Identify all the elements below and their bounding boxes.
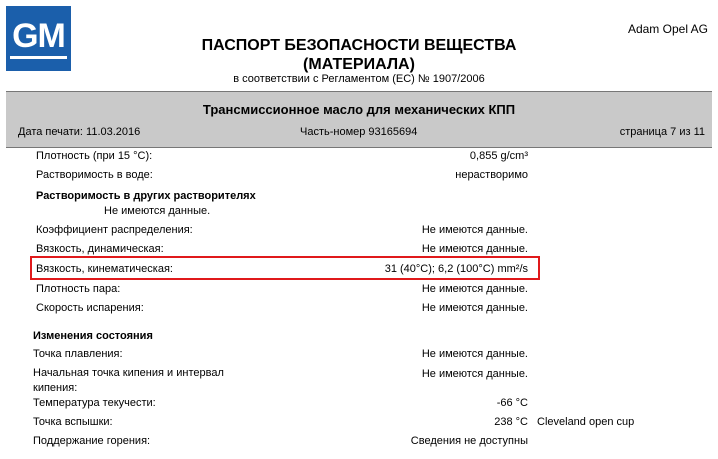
product-name: Трансмиссионное масло для механических КПП [202, 102, 516, 117]
vapour-density-label: Плотность пара: [36, 283, 121, 295]
boiling-point-value: Не имеются данные. [421, 368, 528, 380]
dyn-viscosity-label: Вязкость, динамическая: [36, 243, 164, 255]
flash-point-value: 238 °C [494, 416, 528, 428]
highlight-box [30, 256, 540, 280]
page-number: страница 7 из 11 [619, 126, 705, 138]
print-date: Дата печати: 11.03.2016 [18, 126, 141, 138]
dyn-viscosity-value: Не имеются данные. [421, 243, 528, 255]
part-number: Часть-номер 93165694 [300, 126, 418, 138]
document-title-line2: (МАТЕРИАЛА) [303, 56, 415, 73]
density-value: 0,855 g/cm³ [469, 150, 528, 162]
other-solvents-heading: Растворимость в других растворителях [36, 190, 256, 202]
vapour-density-value: Не имеются данные. [421, 283, 528, 295]
evaporation-rate-value: Не имеются данные. [421, 302, 528, 314]
melting-point-value: Не имеются данные. [421, 348, 528, 360]
kin-viscosity-label: Вязкость, кинематическая: [36, 263, 173, 275]
evaporation-rate-label: Скорость испарения: [36, 302, 144, 314]
pour-point-value: -66 °C [496, 397, 528, 409]
partition-coeff-label: Коэффициент распределения: [36, 224, 193, 236]
company-name: Adam Opel AG [627, 22, 708, 36]
kin-viscosity-value: 31 (40°C); 6,2 (100°C) mm²/s [384, 263, 528, 275]
combustion-value: Сведения не доступны [410, 435, 528, 447]
flash-point-label: Точка вспышки: [33, 416, 113, 428]
combustion-label: Поддержание горения: [33, 435, 151, 447]
density-label: Плотность (при 15 °C): [36, 150, 153, 162]
other-solvents-value: Не имеются данные. [104, 205, 211, 217]
gm-logo-text: GM [10, 19, 67, 59]
water-solubility-label: Растворимость в воде: [36, 169, 153, 181]
melting-point-label: Точка плавления: [33, 348, 123, 360]
product-band [6, 91, 712, 148]
pour-point-label: Температура текучести: [33, 397, 156, 409]
boiling-point-label: Начальная точка кипения и интервал кипения: [33, 367, 224, 394]
document-subtitle: в соответствии с Регламентом (ЕС) № 1907/2006 [233, 73, 485, 85]
partition-coeff-value: Не имеются данные. [421, 224, 528, 236]
water-solubility-value: нерастворимо [455, 169, 528, 181]
flash-point-method: Cleveland open cup [537, 416, 635, 428]
document-title-line1: ПАСПОРТ БЕЗОПАСНОСТИ ВЕЩЕСТВА [201, 37, 517, 54]
state-changes-heading: Изменения состояния [33, 330, 153, 342]
